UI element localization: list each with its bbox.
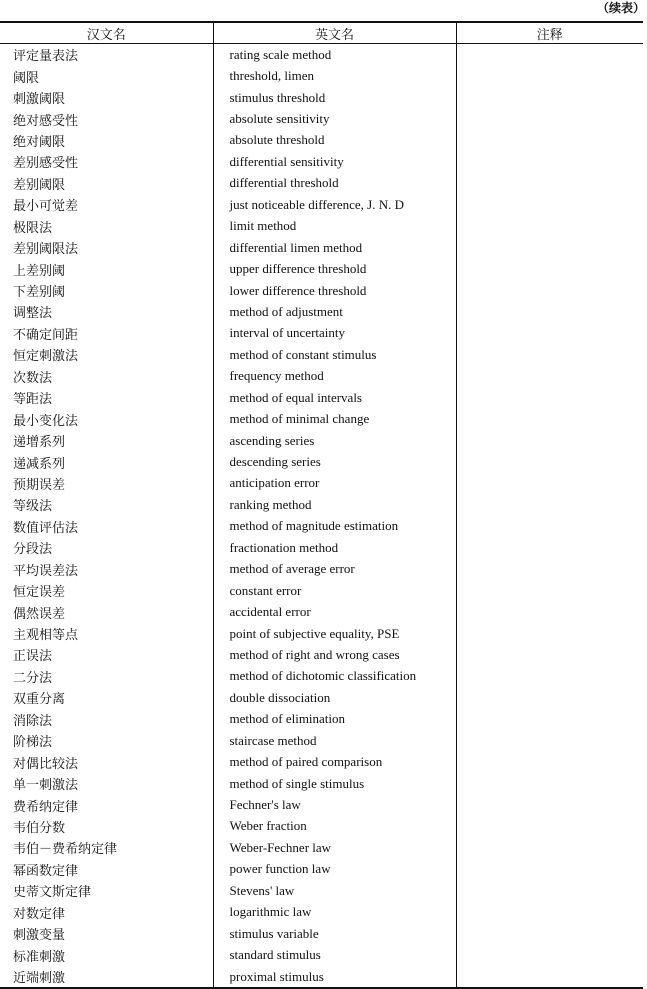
chinese-term-cell: 绝对感受性 [13,113,79,129]
table-row [0,473,643,494]
chinese-term-cell: 刺激阈限 [13,92,66,108]
english-term-cell: descending series [213,451,456,472]
english-term-cell: fractionation method [213,537,456,558]
table-row [0,859,643,880]
note-cell [456,837,643,858]
chinese-term-cell: 差别阈限法 [13,242,79,258]
table-row [0,494,643,515]
table-row [0,923,643,944]
note-cell [456,601,643,622]
english-term-cell: lower difference threshold [213,280,456,301]
chinese-term-cell: 恒定误差 [13,585,66,601]
table-row [0,773,643,794]
table-row [0,173,643,194]
table-row [0,44,643,66]
chinese-term-cell: 调整法 [13,306,53,322]
english-term-cell: differential sensitivity [213,151,456,172]
note-cell [456,151,643,172]
note-cell [456,323,643,344]
english-term-cell: frequency method [213,366,456,387]
english-term-cell: anticipation error [213,473,456,494]
note-cell [456,301,643,322]
table-row [0,537,643,558]
table-row [0,387,643,408]
table-row [0,794,643,815]
table-row [0,816,643,837]
chinese-term-cell: 数值评估法 [13,520,79,536]
english-term-cell: logarithmic law [213,902,456,923]
table-row [0,709,643,730]
english-term-cell: method of dichotomic classification [213,666,456,687]
note-cell [456,258,643,279]
english-term-cell: differential limen method [213,237,456,258]
chinese-term-cell: 预期误差 [13,477,66,493]
note-cell [456,130,643,151]
english-term-cell: threshold, limen [213,65,456,86]
note-cell [456,537,643,558]
english-term-cell: power function law [213,859,456,880]
chinese-term-cell: 下差别阈 [13,285,66,301]
english-term-cell: ascending series [213,430,456,451]
table-row [0,644,643,665]
chinese-term-cell: 平均误差法 [13,563,79,579]
table-row [0,966,643,988]
table-row [0,623,643,644]
chinese-term-cell: 次数法 [13,370,53,386]
note-cell [456,902,643,923]
chinese-term-cell: 标准刺激 [13,949,66,965]
english-term-cell: double dissociation [213,687,456,708]
english-term-cell: method of single stimulus [213,773,456,794]
note-cell [456,666,643,687]
table-row [0,323,643,344]
table-row [0,108,643,129]
english-term-cell: stimulus variable [213,923,456,944]
table-row [0,944,643,965]
note-cell [456,794,643,815]
note-cell [456,87,643,108]
english-term-cell: method of paired comparison [213,751,456,772]
chinese-term-cell: 阈限 [13,70,40,86]
english-term-cell: absolute sensitivity [213,108,456,129]
english-term-cell: method of elimination [213,709,456,730]
table-row [0,880,643,901]
chinese-term-cell: 史蒂文斯定律 [13,885,92,901]
note-cell [456,408,643,429]
table-row [0,730,643,751]
table-row [0,237,643,258]
chinese-term-cell: 费希纳定律 [13,799,79,815]
note-cell [456,730,643,751]
chinese-term-cell: 分段法 [13,542,53,558]
chinese-term-cell: 等距法 [13,392,53,408]
english-term-cell: method of average error [213,559,456,580]
english-term-cell: method of equal intervals [213,387,456,408]
note-cell [456,944,643,965]
table-row [0,194,643,215]
table-row [0,666,643,687]
table-row [0,87,643,108]
chinese-term-cell: 等级法 [13,499,53,515]
note-cell [456,880,643,901]
english-term-cell: Stevens' law [213,880,456,901]
note-cell [456,173,643,194]
english-term-cell: method of constant stimulus [213,344,456,365]
english-term-cell: absolute threshold [213,130,456,151]
note-cell [456,923,643,944]
english-term-cell: upper difference threshold [213,258,456,279]
note-cell [456,451,643,472]
chinese-term-cell: 阶梯法 [13,735,53,751]
note-cell [456,344,643,365]
note-cell [456,709,643,730]
chinese-term-cell: 主观相等点 [13,628,79,644]
chinese-term-cell: 幂函数定律 [13,863,79,879]
chinese-term-cell: 上差别阈 [13,263,66,279]
chinese-term-cell: 刺激变量 [13,928,66,944]
table-row [0,601,643,622]
table-row [0,301,643,322]
chinese-term-cell: 正误法 [13,649,53,665]
header-chinese-name: 汉文名 [0,22,213,44]
english-term-cell: differential threshold [213,173,456,194]
note-cell [456,559,643,580]
chinese-term-cell: 韦伯－费希纳定律 [13,842,118,858]
chinese-term-cell: 消除法 [13,713,53,729]
english-term-cell: staircase method [213,730,456,751]
english-term-cell: method of adjustment [213,301,456,322]
table-row [0,280,643,301]
chinese-term-cell: 不确定间距 [13,327,79,343]
chinese-term-cell: 差别阈限 [13,177,66,193]
note-cell [456,644,643,665]
note-cell [456,108,643,129]
english-term-cell: method of minimal change [213,408,456,429]
table-row [0,130,643,151]
chinese-term-cell: 评定量表法 [13,49,79,65]
note-cell [456,773,643,794]
glossary-table [0,21,643,989]
english-term-cell: constant error [213,580,456,601]
note-cell [456,65,643,86]
note-cell [456,623,643,644]
note-cell [456,280,643,301]
note-cell [456,966,643,988]
table-row [0,559,643,580]
english-term-cell: Weber-Fechner law [213,837,456,858]
english-term-cell: method of right and wrong cases [213,644,456,665]
chinese-term-cell: 双重分离 [13,692,66,708]
english-term-cell: standard stimulus [213,944,456,965]
table-row [0,408,643,429]
note-cell [456,516,643,537]
english-term-cell: interval of uncertainty [213,323,456,344]
english-term-cell: Fechner's law [213,794,456,815]
chinese-term-cell: 差别感受性 [13,156,79,172]
note-cell [456,816,643,837]
continued-label: （续表） [596,1,645,15]
table-row [0,580,643,601]
note-cell [456,430,643,451]
chinese-term-cell: 对偶比较法 [13,756,79,772]
english-term-cell: proximal stimulus [213,966,456,988]
english-term-cell: ranking method [213,494,456,515]
table-row [0,216,643,237]
english-term-cell: method of magnitude estimation [213,516,456,537]
table-row [0,837,643,858]
table-row [0,751,643,772]
english-term-cell: Weber fraction [213,816,456,837]
table-row [0,344,643,365]
chinese-term-cell: 韦伯分数 [13,820,66,836]
note-cell [456,237,643,258]
table-row [0,430,643,451]
english-term-cell: just noticeable difference, J. N. D [213,194,456,215]
note-cell [456,494,643,515]
chinese-term-cell: 恒定刺激法 [13,349,79,365]
table-row [0,65,643,86]
english-term-cell: stimulus threshold [213,87,456,108]
chinese-term-cell: 单一刺激法 [13,778,79,794]
note-cell [456,473,643,494]
header-row [0,22,643,44]
chinese-term-cell: 最小变化法 [13,413,79,429]
note-cell [456,44,643,66]
note-cell [456,859,643,880]
chinese-term-cell: 递减系列 [13,456,66,472]
table-row [0,451,643,472]
table-row [0,258,643,279]
chinese-term-cell: 二分法 [13,670,53,686]
english-term-cell: accidental error [213,601,456,622]
chinese-term-cell: 对数定律 [13,906,66,922]
header-english-name: 英文名 [213,22,456,44]
table-row [0,516,643,537]
chinese-term-cell: 递增系列 [13,435,66,451]
note-cell [456,751,643,772]
note-cell [456,387,643,408]
english-term-cell: point of subjective equality, PSE [213,623,456,644]
table-row [0,366,643,387]
chinese-term-cell: 偶然误差 [13,606,66,622]
note-cell [456,194,643,215]
table-row [0,687,643,708]
note-cell [456,687,643,708]
header-note: 注释 [456,22,643,44]
table-row [0,902,643,923]
chinese-term-cell: 最小可觉差 [13,199,79,215]
english-term-cell: limit method [213,216,456,237]
note-cell [456,216,643,237]
chinese-term-cell: 近端刺激 [13,971,66,987]
chinese-term-cell: 绝对阈限 [13,134,66,150]
english-term-cell: rating scale method [213,44,456,66]
chinese-term-cell: 极限法 [13,220,53,236]
note-cell [456,366,643,387]
table-row [0,151,643,172]
note-cell [456,580,643,601]
